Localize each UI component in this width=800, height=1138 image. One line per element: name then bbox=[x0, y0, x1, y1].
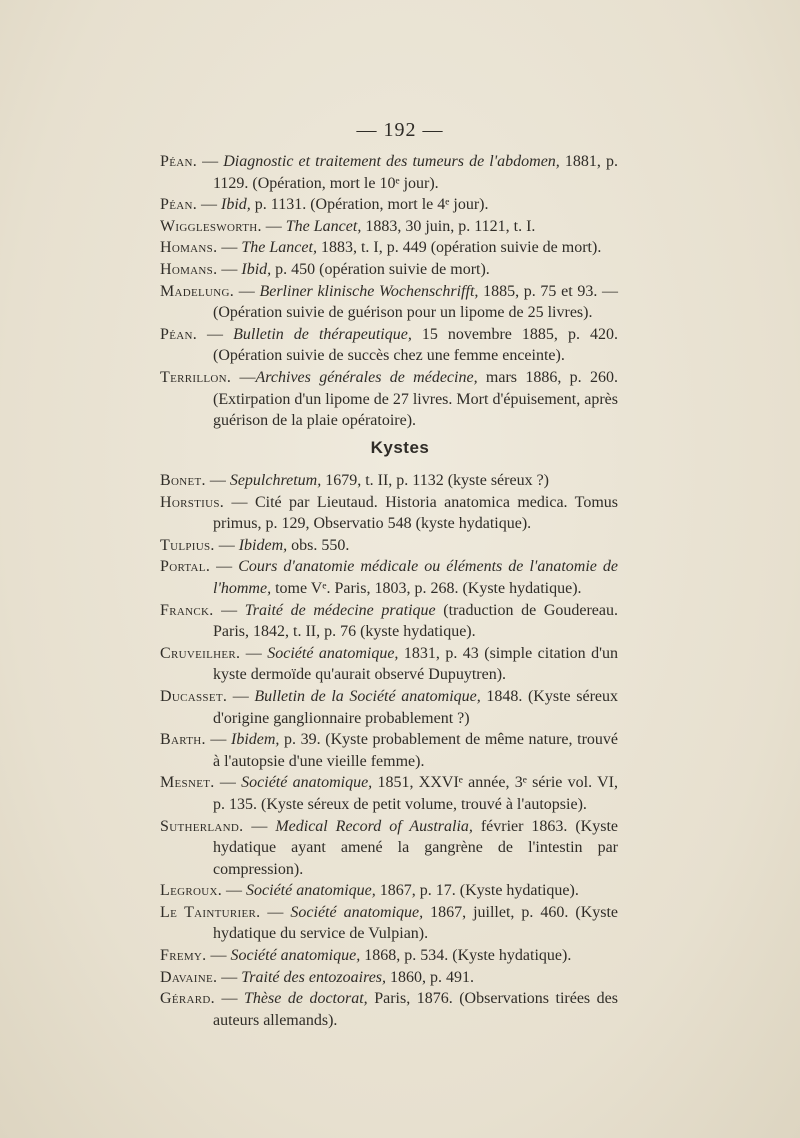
entry-author: Tulpius. bbox=[160, 536, 215, 554]
entry-author: Péan. bbox=[160, 196, 198, 214]
entry-title: Bulletin de thérapeutique, bbox=[233, 325, 412, 343]
bibliography-entry bbox=[160, 324, 618, 367]
entry-dash: — bbox=[261, 217, 286, 235]
entry-dash: — bbox=[213, 601, 245, 619]
entry-dash: — bbox=[210, 558, 239, 576]
entry-author: Mesnet. bbox=[160, 774, 215, 792]
entry-details: p. 39. (Kyste probablement de même nature, trouvé à l'autopsie d'une vieille femme). bbox=[213, 731, 619, 770]
entry-author: Madelung. bbox=[160, 282, 235, 300]
bibliography-entry bbox=[160, 194, 618, 216]
entry-author: Cruveilher. bbox=[160, 644, 241, 662]
entry-title: Ibidem, bbox=[238, 536, 288, 554]
bibliography-entry bbox=[160, 281, 618, 324]
page-number: — 192 — bbox=[356, 119, 444, 141]
bibliography-entry bbox=[160, 216, 618, 238]
entry-author: Legroux. bbox=[160, 882, 223, 900]
bibliography-entry bbox=[160, 600, 618, 643]
entry-author: Bonet. bbox=[160, 472, 206, 489]
entry-dash: — bbox=[234, 282, 260, 300]
entry-title: Société anatomique, bbox=[246, 882, 376, 900]
bibliography-entry bbox=[160, 880, 618, 902]
entry-author: Franck. bbox=[160, 601, 214, 619]
bibliography-entry bbox=[160, 151, 618, 194]
entry-author: Sutherland. bbox=[160, 817, 244, 835]
entry-author: Ducasset. bbox=[160, 687, 228, 705]
entry-author: Wigglesworth. bbox=[160, 217, 262, 235]
entry-title: Medical Record of Australia, bbox=[275, 817, 473, 835]
bibliography-entry bbox=[160, 556, 618, 599]
bibliography-entry bbox=[160, 259, 618, 281]
section-heading-kystes: Kystes bbox=[370, 438, 430, 457]
entry-details: 1848. (Kyste séreux d'origine ganglionnaire probablement ?) bbox=[213, 687, 619, 727]
entry-details: 1881, p. 1129. (Opération, mort le 10ᵉ jour). bbox=[213, 153, 618, 192]
entry-author: Péan. bbox=[160, 325, 198, 343]
entry-dash: — bbox=[240, 644, 268, 662]
entry-details: 1885, p. 75 et 93. — (Opération suivie de guérison pour un lipome de 25 livres). bbox=[213, 282, 619, 322]
entry-title: Sepulchretum, bbox=[229, 472, 322, 489]
entry-details: février 1863. (Kyste hydatique ayant amené la gangrène de l'intestin par compression). bbox=[213, 817, 619, 878]
bibliography-entry bbox=[160, 237, 618, 259]
entry-details: Paris, 1876. (Observations tirées des auteurs allemands). bbox=[213, 990, 619, 1029]
entry-details: 1868, p. 534. (Kyste hydatique). bbox=[360, 947, 572, 965]
bibliography-section-kystes bbox=[160, 470, 618, 1031]
entry-dash: — bbox=[205, 472, 230, 489]
entry-title: The Lancet, bbox=[285, 217, 362, 235]
bibliography-entry bbox=[160, 470, 618, 492]
bibliography-entry bbox=[160, 988, 618, 1031]
entry-details: p. 1131. (Opération, mort le 4ᵉ jour). bbox=[250, 196, 489, 214]
entry-dash: — bbox=[214, 536, 239, 554]
entry-title: Société anatomique, bbox=[241, 774, 373, 792]
entry-dash: — bbox=[197, 325, 234, 343]
entry-details: 1831, p. 43 (simple citation d'un kyste dermoïde qu'aurait observé Dupuytren). bbox=[213, 644, 618, 684]
entry-author: Portal. bbox=[160, 558, 211, 576]
entry-author: Fremy. bbox=[160, 947, 207, 965]
entry-title: Bulletin de la Société anatomique, bbox=[254, 687, 481, 705]
entry-dash: — bbox=[260, 903, 291, 921]
entry-dash: — bbox=[214, 990, 244, 1008]
entry-details: 15 novembre 1885, p. 420. (Opération suivie de succès chez une femme enceinte). bbox=[213, 325, 619, 365]
entry-dash: — bbox=[205, 731, 231, 749]
entry-title: Société anatomique, bbox=[230, 947, 361, 965]
entry-dash: — bbox=[217, 260, 242, 278]
entry-title: Thèse de doctorat, bbox=[243, 990, 368, 1008]
entry-dash: — bbox=[217, 968, 242, 986]
entry-details: 1860, p. 491. bbox=[386, 968, 475, 986]
entry-title: Ibid, bbox=[241, 260, 272, 278]
entry-title: Ibid, bbox=[221, 196, 251, 214]
entry-details: 1679, t. II, p. 1132 (kyste séreux ?) bbox=[321, 472, 549, 489]
entry-title: Archives générales de médecine, bbox=[255, 368, 478, 386]
bibliography-entry bbox=[160, 945, 618, 967]
entry-dash: — bbox=[224, 493, 255, 511]
entry-title: Berliner klinische Wochenschrifft, bbox=[259, 282, 479, 300]
entry-dash: — bbox=[231, 368, 256, 386]
entry-title: Société anatomique, bbox=[267, 644, 399, 662]
entry-author: Le Tainturier. bbox=[160, 903, 261, 921]
bibliography-entry bbox=[160, 967, 618, 989]
bibliography-entry bbox=[160, 902, 618, 945]
entry-details: 1883, t. I, p. 449 (opération suivie de mort). bbox=[316, 239, 602, 257]
entry-details: 1867, juillet, p. 460. (Kyste hydatique du service de Vulpian). bbox=[213, 903, 619, 943]
entry-author: Homans. bbox=[160, 239, 218, 257]
entry-author: Gérard. bbox=[160, 990, 215, 1008]
entry-dash: — bbox=[217, 239, 242, 257]
entry-title: Diagnostic et traitement des tumeurs de l'abdomen, bbox=[223, 153, 560, 170]
entry-details: 1851, XXVIᵉ année, 3ᵉ série vol. VI, p. 135. (Kyste séreux de petit volume, trouvé à l'autopsie). bbox=[213, 774, 618, 813]
entry-dash: — bbox=[227, 687, 255, 705]
entry-author: Homans. bbox=[160, 260, 218, 278]
entry-author: Terrillon. bbox=[160, 368, 232, 386]
bibliography-entry bbox=[160, 535, 618, 557]
bibliography-entry bbox=[160, 492, 618, 535]
entry-title: Traité de médecine pratique bbox=[244, 601, 436, 619]
bibliography-section-lipomes bbox=[160, 151, 618, 432]
entry-dash: — bbox=[197, 153, 224, 170]
entry-dash: — bbox=[222, 882, 247, 900]
entry-title: Cours d'anatomie médicale ou éléments de l'anatomie de l'homme, bbox=[213, 558, 619, 597]
entry-details: tome Vᵉ. Paris, 1803, p. 268. (Kyste hydatique). bbox=[271, 579, 582, 597]
bibliography-entry bbox=[160, 816, 618, 881]
entry-dash: — bbox=[197, 196, 222, 214]
entry-title: Ibidem, bbox=[231, 731, 280, 749]
entry-title: The Lancet, bbox=[241, 239, 317, 257]
bibliography-entry bbox=[160, 643, 618, 686]
entry-details: mars 1886, p. 260. (Extirpation d'un lipome de 27 livres. Mort d'épuisement, après guérison de la plaie opératoire). bbox=[213, 368, 619, 430]
entry-dash: — bbox=[243, 817, 276, 835]
bibliography-entry bbox=[160, 367, 618, 432]
entry-details: 1867, p. 17. (Kyste hydatique). bbox=[375, 882, 579, 900]
entry-author: Barth. bbox=[160, 731, 206, 749]
entry-author: Horstius. bbox=[160, 493, 225, 511]
entry-details: obs. 550. bbox=[287, 536, 350, 554]
entry-author: Davaine. bbox=[160, 968, 218, 986]
bibliography-entry bbox=[160, 686, 618, 729]
entry-title: Traité des entozoaires, bbox=[241, 968, 387, 986]
entry-details: Cité par Lieutaud. Historia anatomica medica. Tomus primus, p. 129, Observatio 548 (kyste hydatique). bbox=[213, 493, 619, 533]
entry-details: 1883, 30 juin, p. 1121, t. I. bbox=[361, 217, 536, 235]
bibliography-entry bbox=[160, 729, 618, 772]
bibliography-entry bbox=[160, 772, 618, 815]
entry-author: Péan. bbox=[160, 153, 198, 170]
entry-dash: — bbox=[206, 947, 231, 965]
entry-title: Société anatomique, bbox=[290, 903, 424, 921]
entry-details: (traduction de Goudereau. Paris, 1842, t. II, p. 76 (kyste hydatique). bbox=[213, 601, 619, 641]
entry-details: p. 450 (opération suivie de mort). bbox=[271, 260, 490, 278]
entry-dash: — bbox=[214, 774, 242, 792]
